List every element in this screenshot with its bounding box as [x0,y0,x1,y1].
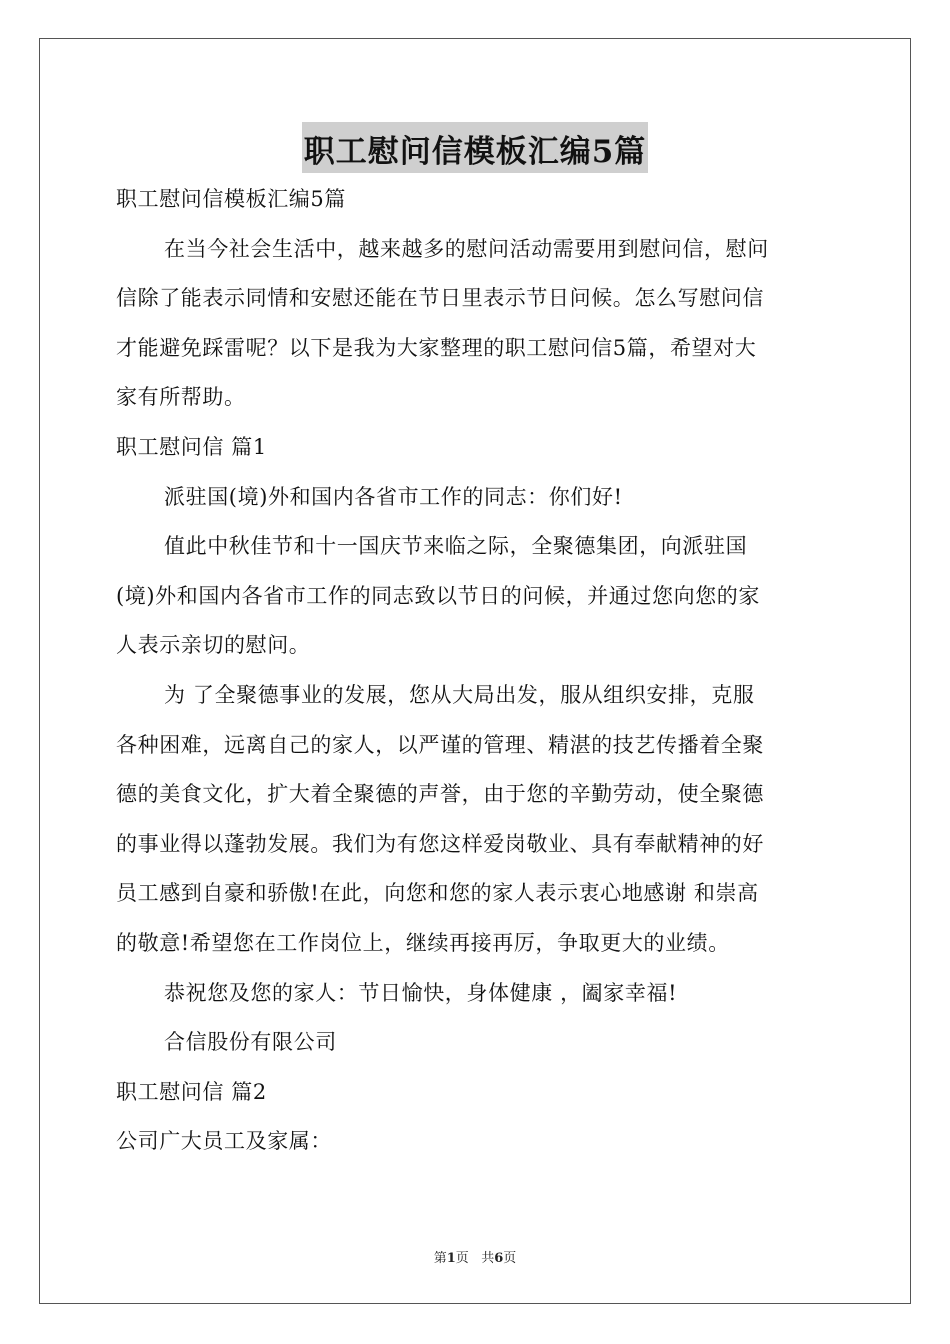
text-line: 的敬意!希望您在工作岗位上，继续再接再厉，争取更大的业绩。 [116,930,730,955]
page-number: 1 [446,1251,456,1266]
text-line: 才能避免踩雷呢？以下是我为大家整理的职工慰问信5篇，希望对大 [116,335,757,360]
text-line: 公司广大员工及家属： [116,1129,332,1154]
text-line: 职工慰问信 篇2 [116,1079,267,1104]
text-line: 各种困难，远离自己的家人，以严谨的管理、精湛的技艺传播着全聚 [116,732,764,757]
text-line: 在当今社会生活中，越来越多的慰问活动需要用到慰问信，慰问 [164,236,769,261]
text-line: 为 了全聚德事业的发展，您从大局出发，服从组织安排，克服 [164,682,755,707]
page-footer [0,1247,950,1266]
total-pages: 6 [494,1251,504,1266]
text-line: 恭祝您及您的家人：节日愉快，身体健康 ，阖家幸福! [164,980,678,1005]
text-line: 合信股份有限公司 [164,1030,337,1055]
total-prefix: 共 [481,1251,495,1266]
page-suffix: 页 [455,1251,469,1266]
text-line: 派驻国(境)外和国内各省市工作的同志：你们好! [164,484,623,509]
text-line: 职工慰问信 篇1 [116,434,267,459]
document-title: 职工慰问信模板汇编5篇 [302,122,649,173]
text-line: 人表示亲切的慰问。 [116,633,311,658]
total-suffix: 页 [503,1251,517,1266]
text-line: 值此中秋佳节和十一国庆节来临之际，全聚德集团，向派驻国 [164,534,748,559]
document-body [116,175,834,1167]
text-line: 信除了能表示同情和安慰还能在节日里表示节日问候。怎么写慰问信 [116,286,764,311]
text-line: (境)外和国内各省市工作的同志致以节日的问候，并通过您向您的家 [116,583,760,608]
text-line: 德的美食文化，扩大着全聚德的声誉，由于您的辛勤劳动，使全聚德 [116,782,764,807]
title-container [0,122,950,173]
text-line: 的事业得以蓬勃发展。我们为有您这样爱岗敬业、具有奉献精神的好 [116,831,764,856]
text-line: 家有所帮助。 [116,385,246,410]
page-prefix: 第 [433,1251,447,1266]
text-line: 员工感到自豪和骄傲!在此，向您和您的家人表示衷心地感谢 和崇高 [116,881,759,906]
text-line: 职工慰问信模板汇编5篇 [116,187,346,211]
